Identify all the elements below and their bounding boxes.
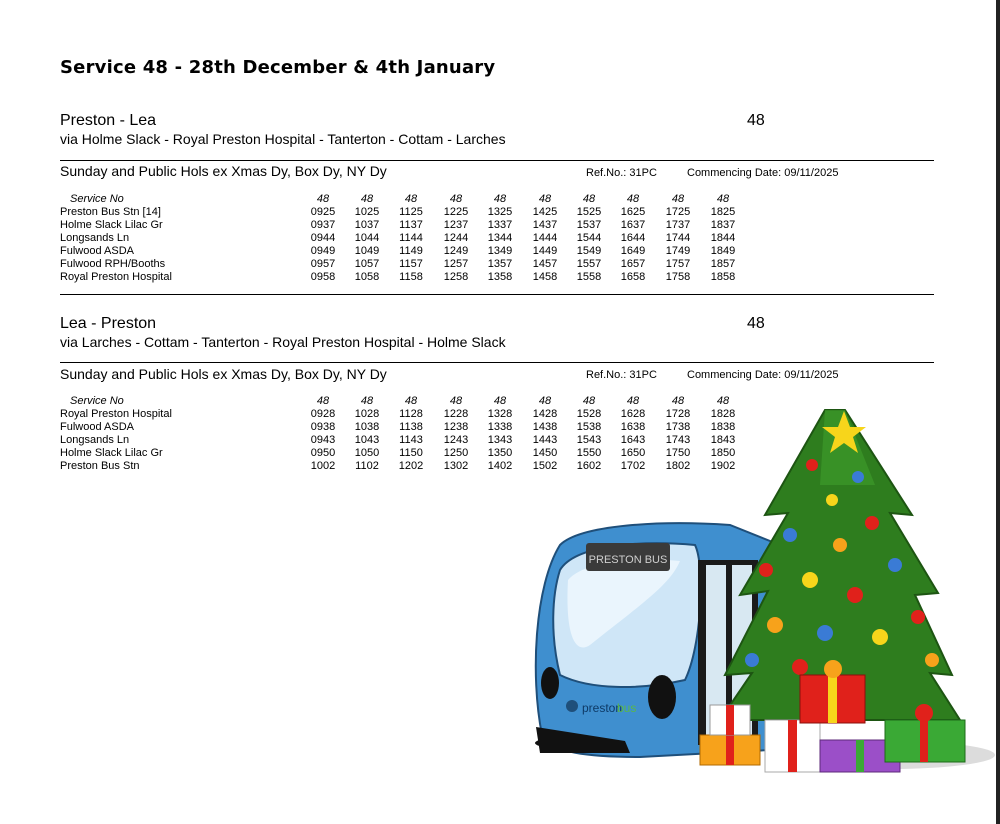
departure-time-cell: 1044 bbox=[354, 232, 380, 244]
departure-time-cell: 1628 bbox=[620, 408, 646, 420]
departure-time-cell: 1843 bbox=[710, 434, 736, 446]
service-number-cell: 48 bbox=[582, 395, 596, 407]
departure-time-cell: 1237 bbox=[443, 219, 469, 231]
departure-time-cell: 0944 bbox=[310, 232, 336, 244]
departure-time-cell: 1337 bbox=[487, 219, 513, 231]
departure-time-cell: 1243 bbox=[443, 434, 469, 446]
departure-time-cell: 1444 bbox=[532, 232, 558, 244]
departure-time-cell: 1249 bbox=[443, 245, 469, 257]
commencing-date: Commencing Date: 09/11/2025 bbox=[687, 167, 839, 179]
departure-time-cell: 1257 bbox=[443, 258, 469, 270]
departure-time-cell: 1102 bbox=[355, 460, 379, 472]
departure-time-cell: 1657 bbox=[620, 258, 646, 270]
departure-time-cell: 0937 bbox=[310, 219, 336, 231]
departure-time-cell: 1344 bbox=[487, 232, 513, 244]
route-title: Lea - Preston bbox=[60, 315, 157, 332]
service-number-cell: 48 bbox=[538, 193, 552, 205]
stop-name: Royal Preston Hospital bbox=[60, 271, 172, 283]
stop-name: Preston Bus Stn bbox=[60, 460, 140, 472]
departure-time-cell: 1558 bbox=[576, 271, 602, 283]
headlight-right bbox=[648, 675, 676, 719]
route-title: Preston - Lea bbox=[60, 112, 157, 129]
departure-time-cell: 1225 bbox=[443, 206, 469, 218]
departure-time-cell: 1802 bbox=[665, 460, 691, 472]
departure-time-cell: 1502 bbox=[532, 460, 558, 472]
service-no-label: Service No bbox=[70, 395, 124, 407]
divider bbox=[60, 160, 934, 161]
service-number-cell: 48 bbox=[493, 395, 507, 407]
departure-time-cell: 1002 bbox=[310, 460, 336, 472]
departure-time-cell: 1902 bbox=[710, 460, 736, 472]
departure-time-cell: 1857 bbox=[710, 258, 736, 270]
departure-time-cell: 1057 bbox=[354, 258, 380, 270]
logo-icon bbox=[566, 700, 578, 712]
departure-time-cell: 1350 bbox=[487, 447, 513, 459]
departure-time-cell: 1550 bbox=[576, 447, 602, 459]
stop-name: Longsands Ln bbox=[60, 434, 130, 446]
departure-time-cell: 1557 bbox=[576, 258, 602, 270]
departure-time-cell: 1850 bbox=[710, 447, 736, 459]
departure-time-cell: 1343 bbox=[487, 434, 513, 446]
service-number-cell: 48 bbox=[360, 193, 374, 205]
service-number-cell: 48 bbox=[538, 395, 552, 407]
divider bbox=[60, 294, 934, 295]
divider bbox=[60, 362, 934, 363]
departure-time-cell: 1825 bbox=[710, 206, 736, 218]
departure-time-cell: 1644 bbox=[620, 232, 646, 244]
service-number-cell: 48 bbox=[449, 193, 463, 205]
departure-time-cell: 1528 bbox=[576, 408, 602, 420]
stop-name: Fulwood RPH/Booths bbox=[60, 258, 166, 270]
departure-time-cell: 1402 bbox=[487, 460, 513, 472]
departure-time-cell: 1849 bbox=[710, 245, 736, 257]
departure-time-cell: 1128 bbox=[399, 408, 423, 420]
departure-time-cell: 1750 bbox=[665, 447, 691, 459]
service-number-cell: 48 bbox=[582, 193, 596, 205]
stop-name: Longsands Ln bbox=[60, 232, 130, 244]
bus-logo-text-green: bus bbox=[617, 701, 637, 715]
operating-days: Sunday and Public Hols ex Xmas Dy, Box Dy, NY Dy bbox=[60, 366, 387, 382]
departure-time-cell: 1250 bbox=[443, 447, 469, 459]
departure-time-cell: 1538 bbox=[576, 421, 602, 433]
departure-time-cell: 1238 bbox=[443, 421, 469, 433]
departure-time-cell: 1749 bbox=[665, 245, 691, 257]
departure-time-cell: 1702 bbox=[620, 460, 646, 472]
page-title: Service 48 - 28th December & 4th January bbox=[60, 57, 496, 78]
reference-number: Ref.No.: 31PC bbox=[586, 369, 657, 381]
departure-time-cell: 1025 bbox=[354, 206, 380, 218]
departure-time-cell: 1202 bbox=[398, 460, 424, 472]
service-number-cell: 48 bbox=[316, 193, 330, 205]
departure-time-cell: 1658 bbox=[620, 271, 646, 283]
departure-time-cell: 1543 bbox=[576, 434, 602, 446]
service-number-cell: 48 bbox=[716, 395, 730, 407]
departure-time-cell: 1858 bbox=[710, 271, 736, 283]
service-number-cell: 48 bbox=[360, 395, 374, 407]
departure-time-cell: 1544 bbox=[576, 232, 602, 244]
departure-time-cell: 1358 bbox=[487, 271, 513, 283]
departure-time-cell: 1325 bbox=[487, 206, 513, 218]
departure-time-cell: 1602 bbox=[576, 460, 602, 472]
service-no-label: Service No bbox=[70, 193, 124, 205]
departure-time-cell: 1302 bbox=[443, 460, 469, 472]
departure-time-cell: 1125 bbox=[399, 206, 423, 218]
departure-time-cell: 1338 bbox=[487, 421, 513, 433]
bus-logo-text: preston bbox=[582, 701, 623, 715]
departure-time-cell: 1437 bbox=[532, 219, 558, 231]
departure-time-cell: 1228 bbox=[443, 408, 469, 420]
service-number-cell: 48 bbox=[316, 395, 330, 407]
departure-time-cell: 1837 bbox=[710, 219, 736, 231]
departure-time-cell: 0938 bbox=[310, 421, 336, 433]
departure-time-cell: 1458 bbox=[532, 271, 558, 283]
departure-time-cell: 1637 bbox=[620, 219, 646, 231]
departure-time-cell: 1549 bbox=[576, 245, 602, 257]
departure-time-cell: 0943 bbox=[310, 434, 336, 446]
departure-time-cell: 1144 bbox=[399, 232, 423, 244]
departure-time-cell: 1738 bbox=[665, 421, 691, 433]
departure-time-cell: 1158 bbox=[399, 271, 423, 283]
departure-time-cell: 0950 bbox=[310, 447, 336, 459]
departure-time-cell: 0957 bbox=[310, 258, 336, 270]
departure-time-cell: 0925 bbox=[310, 206, 336, 218]
departure-time-cell: 1137 bbox=[399, 219, 423, 231]
service-number-cell: 48 bbox=[404, 193, 418, 205]
departure-time-cell: 1650 bbox=[620, 447, 646, 459]
departure-time-cell: 1450 bbox=[532, 447, 558, 459]
service-number-cell: 48 bbox=[449, 395, 463, 407]
stop-name: Holme Slack Lilac Gr bbox=[60, 219, 163, 231]
stop-name: Preston Bus Stn [14] bbox=[60, 206, 161, 218]
departure-time-cell: 1244 bbox=[443, 232, 469, 244]
stop-name: Holme Slack Lilac Gr bbox=[60, 447, 163, 459]
service-number-cell: 48 bbox=[671, 193, 685, 205]
stop-name: Royal Preston Hospital bbox=[60, 408, 172, 420]
departure-time-cell: 1758 bbox=[665, 271, 691, 283]
route-number: 48 bbox=[747, 315, 765, 332]
reference-number: Ref.No.: 31PC bbox=[586, 167, 657, 179]
departure-time-cell: 1428 bbox=[532, 408, 558, 420]
route-via: via Larches - Cottam - Tanterton - Royal Preston Hospital - Holme Slack bbox=[60, 334, 506, 350]
departure-time-cell: 1537 bbox=[576, 219, 602, 231]
departure-time-cell: 1258 bbox=[443, 271, 469, 283]
departure-time-cell: 1643 bbox=[620, 434, 646, 446]
service-number-cell: 48 bbox=[626, 193, 640, 205]
departure-time-cell: 0958 bbox=[310, 271, 336, 283]
departure-time-cell: 1443 bbox=[532, 434, 558, 446]
service-number-cell: 48 bbox=[626, 395, 640, 407]
route-number: 48 bbox=[747, 112, 765, 129]
departure-time-cell: 1828 bbox=[710, 408, 736, 420]
departure-time-cell: 1043 bbox=[354, 434, 380, 446]
departure-time-cell: 1438 bbox=[532, 421, 558, 433]
departure-time-cell: 1744 bbox=[665, 232, 691, 244]
departure-time-cell: 1838 bbox=[710, 421, 736, 433]
departure-time-cell: 1028 bbox=[354, 408, 380, 420]
departure-time-cell: 1425 bbox=[532, 206, 558, 218]
departure-time-cell: 1050 bbox=[354, 447, 380, 459]
bus-destination-text: PRESTON BUS bbox=[588, 554, 668, 566]
christmas-bus-illustration bbox=[520, 405, 995, 780]
departure-time-cell: 1058 bbox=[354, 271, 380, 283]
stop-name: Fulwood ASDA bbox=[60, 245, 134, 257]
departure-time-cell: 1625 bbox=[620, 206, 646, 218]
headlight-left bbox=[541, 667, 559, 699]
service-number-cell: 48 bbox=[404, 395, 418, 407]
departure-time-cell: 1743 bbox=[665, 434, 691, 446]
service-number-cell: 48 bbox=[493, 193, 507, 205]
departure-time-cell: 1525 bbox=[576, 206, 602, 218]
departure-time-cell: 0928 bbox=[310, 408, 336, 420]
departure-time-cell: 1757 bbox=[665, 258, 691, 270]
departure-time-cell: 1844 bbox=[710, 232, 736, 244]
service-number-cell: 48 bbox=[716, 193, 730, 205]
departure-time-cell: 1138 bbox=[399, 421, 423, 433]
departure-time-cell: 1449 bbox=[532, 245, 558, 257]
departure-time-cell: 1638 bbox=[620, 421, 646, 433]
departure-time-cell: 1349 bbox=[487, 245, 513, 257]
departure-time-cell: 1037 bbox=[354, 219, 380, 231]
departure-time-cell: 1150 bbox=[399, 447, 423, 459]
departure-time-cell: 1143 bbox=[399, 434, 423, 446]
page-edge-bar bbox=[996, 0, 1000, 824]
departure-time-cell: 1649 bbox=[620, 245, 646, 257]
departure-time-cell: 1737 bbox=[665, 219, 691, 231]
departure-time-cell: 1357 bbox=[487, 258, 513, 270]
departure-time-cell: 1328 bbox=[487, 408, 513, 420]
departure-time-cell: 1038 bbox=[354, 421, 380, 433]
operating-days: Sunday and Public Hols ex Xmas Dy, Box Dy, NY Dy bbox=[60, 163, 387, 179]
stop-name: Fulwood ASDA bbox=[60, 421, 134, 433]
service-number-cell: 48 bbox=[671, 395, 685, 407]
departure-time-cell: 1049 bbox=[354, 245, 380, 257]
departure-time-cell: 1457 bbox=[532, 258, 558, 270]
route-via: via Holme Slack - Royal Preston Hospital - Tanterton - Cottam - Larches bbox=[60, 131, 506, 147]
departure-time-cell: 1728 bbox=[665, 408, 691, 420]
departure-time-cell: 1157 bbox=[399, 258, 423, 270]
departure-time-cell: 1149 bbox=[399, 245, 423, 257]
departure-time-cell: 0949 bbox=[310, 245, 336, 257]
commencing-date: Commencing Date: 09/11/2025 bbox=[687, 369, 839, 381]
departure-time-cell: 1725 bbox=[665, 206, 691, 218]
